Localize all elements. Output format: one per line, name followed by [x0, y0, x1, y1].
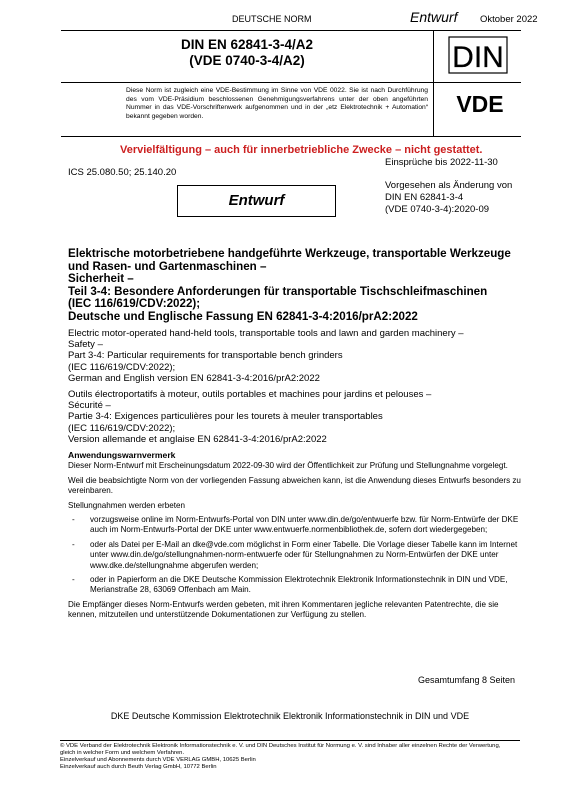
draft-box [177, 185, 336, 217]
title-line: Version allemande et anglaise EN 62841-3-4:2016/prA2:2022 [68, 433, 327, 445]
legal-line: Einzelverkauf auch durch Beuth Verlag GmbH, 10772 Berlin [60, 764, 217, 770]
din-logo-icon [448, 36, 508, 74]
title-line: Part 3-4: Particular requirements for transportable bench grinders [68, 350, 343, 362]
legal-line: Einzelverkauf und Abonnements durch VDE VERLAG GMBH, 10625 Berlin [60, 757, 256, 763]
warning-paragraph: Die Empfänger dieses Norm-Entwurfs werden gebeten, mit ihren Kommentaren jegliche relevanten Patentrechte, die sie kennen, mitzuteilen und unterstützende Dokumentationen zur Verfügung zu stellen. [68, 599, 499, 620]
header-bottom-rule [61, 136, 521, 137]
norm-type: DEUTSCHE NORM [232, 14, 312, 24]
legal-line: gleich in welcher Form und welchem Verfahren. [60, 750, 185, 756]
legal-rule [60, 740, 520, 741]
vde-logo-text: VDE [456, 91, 504, 115]
din-logo-text: DIN [452, 41, 504, 74]
bullet-text: vorzugsweise online im Norm-Entwurfs-Portal von DIN unter www.din.de/go/entwuerfe bzw. für Norm-Entwürfe der DKE auch im Norm-Entwurfs-Portal der DKE unter www.entwuerfe.normenbibliothek.de, sofern dort wiedergegeben; [90, 515, 519, 535]
bullet-text: oder als Datei per E-Mail an dke@vde.com möglichst in Form einer Tabelle. Die Vorlage dieser Tabelle kann im Internet unter www.din.de/go/stellungnahmen-norm-entwuerfe oder für Stellungnahmen zu Norm-Entwürfen der DKE unter www.dke.de/stellungnahme abgerufen werden; [90, 539, 518, 570]
warning-paragraph: Dieser Norm-Entwurf mit Erscheinungsdatum 2022-09-30 wird der Öffentlichkeit zur Prüfung und Stellungnahme vorgelegt. [68, 461, 508, 471]
footer-organisation: DKE Deutsche Kommission Elektrotechnik Elektronik Informationstechnik in DIN und VDE [110, 711, 470, 721]
replacement-info [385, 180, 512, 216]
title-line: Sécurité – [68, 400, 111, 412]
title-line: (IEC 116/619/CDV:2022); [68, 297, 201, 310]
title-line: Outils électroportatifs à moteur, outils portables et machines pour jardins et pelouses – [68, 389, 432, 400]
vde-logo-icon [447, 91, 513, 115]
warning-heading: Anwendungswarnvermerk [68, 450, 176, 460]
title-line: und Rasen- und Gartenmaschinen – [68, 259, 267, 273]
objections-deadline: Einsprüche bis 2022-11-30 [385, 157, 498, 168]
english-title [68, 328, 528, 384]
title-line: Elektrische motorbetriebene handgeführte Werkzeuge, transportable Werkzeuge [68, 247, 511, 260]
frame-horizontal-divider [61, 82, 521, 83]
frame-vertical-divider [433, 31, 434, 136]
publication-date: Oktober 2022 [480, 14, 538, 25]
bullet-text: oder in Papierform an die DKE Deutsche Kommission Elektrotechnik Elektronik Informationstechnik in DIN und VDE, Merianstraße 28, 63069 Offenbach am Main. [90, 575, 508, 595]
german-title [68, 248, 528, 323]
draft-status: Entwurf [410, 9, 458, 25]
bullet-dash: - [72, 515, 75, 525]
vde-notice: Diese Norm ist zugleich eine VDE-Bestimmung im Sinne von VDE 0022. Sie ist nach Durchführung des vom VDE-Präsidium beschlossenen Genehmigungsverfahrens unter der oben angeführten Nummer in das VDE-Vorschriftenwerk aufgenommen und in der „etz Elektrotechnik + Automation“ bekannt gegeben worden. [126, 87, 428, 120]
standard-header-frame [61, 31, 521, 136]
warning-paragraph: Weil die beabsichtigte Norm von der vorliegenden Fassung abweichen kann, ist die Anwendung dieses Entwurfs besonders zu vereinbaren. [68, 475, 521, 496]
title-line: Electric motor-operated hand-held tools, transportable tools and lawn and garden machinery – [68, 328, 464, 339]
total-pages: Gesamtumfang 8 Seiten [418, 675, 516, 685]
replacement-line: (VDE 0740-3-4):2020-09 [385, 204, 490, 215]
title-line: Partie 3-4: Exigences particulières pour les tourets à meuler transportables [68, 411, 383, 423]
replacement-line: Vorgesehen als Änderung von [385, 180, 513, 191]
title-line: Teil 3-4: Besondere Anforderungen für transportable Tischschleifmaschinen [68, 284, 488, 298]
bullet-dash: - [72, 575, 75, 585]
draft-box-label: Entwurf [228, 192, 285, 209]
french-title [68, 389, 528, 445]
list-item [68, 575, 524, 596]
legal-notice [60, 743, 520, 771]
replacement-line: DIN EN 62841-3-4 [385, 192, 464, 203]
title-line: German and English version EN 62841-3-4:2016/prA2:2022 [68, 372, 320, 384]
list-item [68, 540, 524, 571]
title-line: (IEC 116/619/CDV:2022); [68, 361, 176, 373]
title-line: Safety – [68, 339, 103, 351]
title-line: Sicherheit – [68, 272, 134, 285]
list-item [68, 515, 524, 536]
ics-codes: ICS 25.080.50; 25.140.20 [68, 167, 177, 178]
bullet-dash: - [72, 539, 75, 549]
legal-line: © VDE Verband der Elektrotechnik Elektronik Informationstechnik e. V. und DIN Deutsches Institut für Normung e. V. sind Inhaber aller einzelnen Rechte der Verwertung, [60, 743, 501, 749]
standard-number: DIN EN 62841-3-4/A2 [180, 37, 314, 52]
application-warning [68, 450, 524, 625]
warning-paragraph: Stellungnahmen werden erbeten [68, 500, 185, 510]
title-line: (IEC 116/619/CDV:2022); [68, 422, 176, 434]
reproduction-notice: Vervielfältigung – auch für innerbetriebliche Zwecke – nicht gestattet. [120, 144, 483, 156]
vde-number: (VDE 0740-3-4/A2) [189, 53, 305, 68]
title-line: Deutsche und Englische Fassung EN 62841-3-4:2016/prA2:2022 [68, 309, 418, 323]
